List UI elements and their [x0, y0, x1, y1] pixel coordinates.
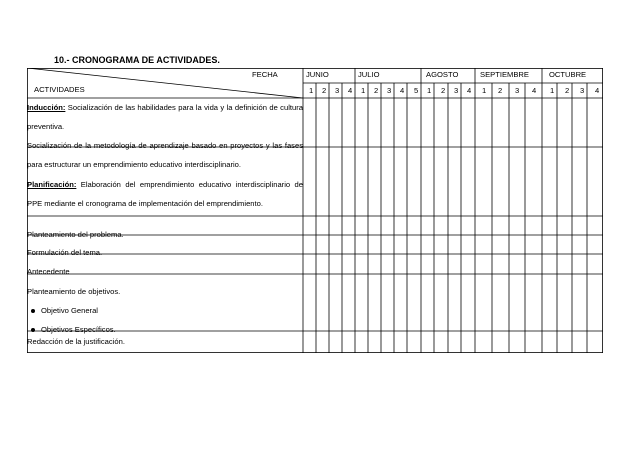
- week-number: 1: [427, 86, 432, 95]
- week-number: 2: [565, 86, 570, 95]
- activity-row-justificacion: [27, 332, 303, 351]
- week-number: 5: [414, 86, 419, 95]
- activity-text: Redacción de la justificación.: [27, 337, 125, 346]
- week-number: 2: [322, 86, 327, 95]
- month-header-agosto: AGOSTO: [426, 70, 459, 79]
- week-number: 4: [595, 86, 600, 95]
- activity-text: Socialización de la metodología de aprendizaje basado en proyectos y las fases para estructurar un emprendimiento educativo interdisciplinario.: [27, 141, 303, 170]
- week-number: 2: [498, 86, 503, 95]
- activity-text: Planteamiento del problema.: [27, 230, 124, 239]
- week-number: 2: [374, 86, 379, 95]
- activity-text: Antecedente: [27, 267, 70, 276]
- week-number: 1: [550, 86, 555, 95]
- month-header-julio: JULIO: [358, 70, 380, 79]
- bullet-icon: [31, 309, 35, 313]
- month-header-octubre: OCTUBRE: [549, 70, 587, 79]
- week-number: 4: [532, 86, 537, 95]
- fecha-header: FECHA: [252, 70, 278, 79]
- week-number: 3: [454, 86, 459, 95]
- week-number: 3: [515, 86, 520, 95]
- week-number: 3: [580, 86, 585, 95]
- activity-label: Inducción:: [27, 103, 66, 112]
- bullet-text: Objetivos Específicos.: [41, 325, 116, 335]
- week-number: 1: [361, 86, 366, 95]
- week-number: 4: [467, 86, 472, 95]
- week-number: 1: [482, 86, 487, 95]
- activity-row-objetivos: [27, 282, 303, 339]
- activity-label: Planificación:: [27, 180, 77, 189]
- month-header-junio: JUNIO: [306, 70, 329, 79]
- activity-text: Formulación del tema.: [27, 248, 103, 257]
- week-number: 1: [309, 86, 314, 95]
- week-number: 4: [400, 86, 405, 95]
- bullet-text: Objetivo General: [41, 306, 98, 316]
- section-title: 10.- CRONOGRAMA DE ACTIVIDADES.: [54, 55, 220, 65]
- activity-row-antecedente: [27, 262, 303, 281]
- week-number: 2: [441, 86, 446, 95]
- month-header-septiembre: SEPTIEMBRE: [480, 70, 529, 79]
- activity-text: Planteamiento de objetivos.: [27, 287, 121, 296]
- activity-text: Socialización de las habilidades para la vida y la definición de cultura preventiva.: [27, 103, 303, 132]
- activity-row-problema: [27, 225, 303, 244]
- week-number: 3: [387, 86, 392, 95]
- activity-text: Elaboración del emprendimiento educativo interdisciplinario de PPE mediante el cronograma de implementación del emprendimiento.: [27, 180, 303, 209]
- actividades-header: ACTIVIDADES: [34, 85, 85, 94]
- activity-row-tema: [27, 243, 303, 262]
- week-number: 4: [348, 86, 353, 95]
- list-item: [27, 301, 303, 320]
- week-number: 3: [335, 86, 340, 95]
